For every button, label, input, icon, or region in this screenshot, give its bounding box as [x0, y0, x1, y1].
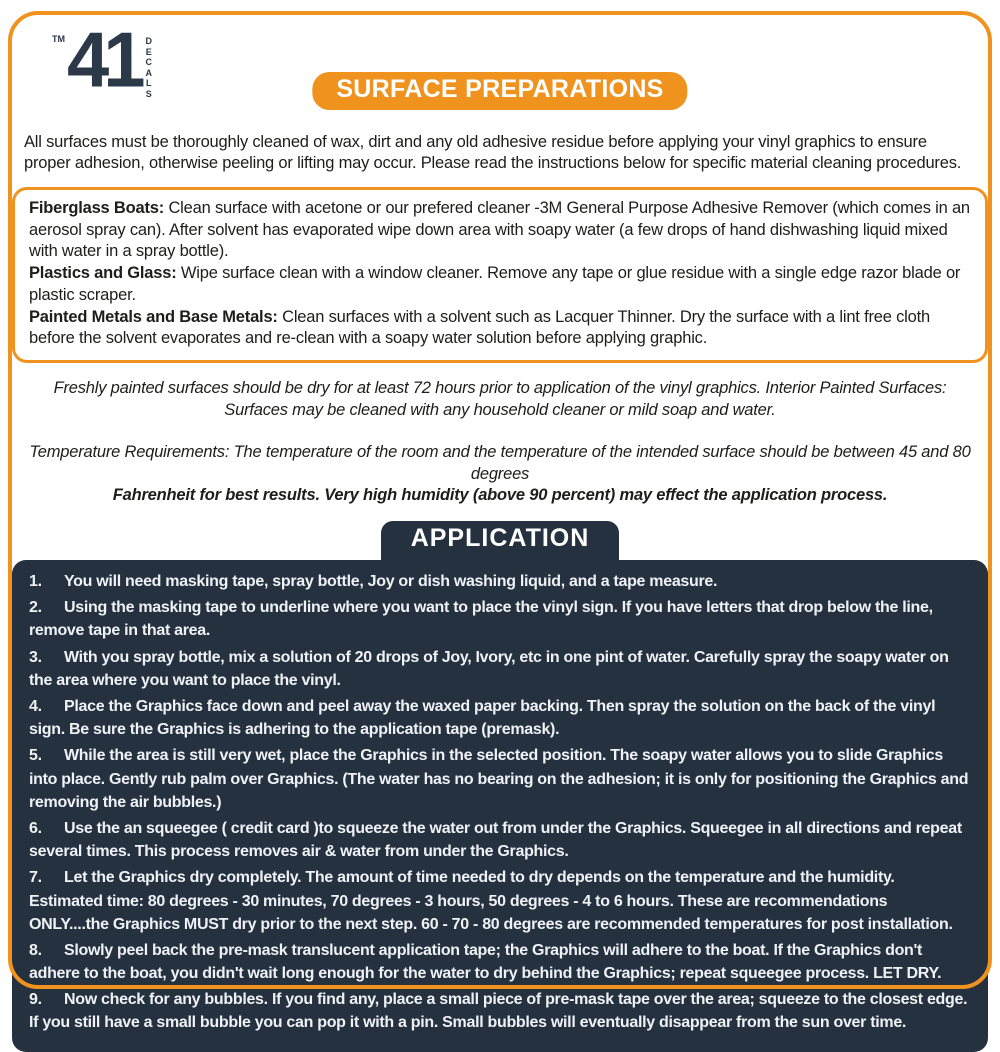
brand-logo: [52, 17, 153, 104]
temperature-note-line1: Temperature Requirements: The temperature of the room and the temperature of the intended surface should be between 45 and 80 degrees: [29, 442, 971, 483]
header-section: [0, 0, 1000, 116]
logo-letter: L: [146, 78, 152, 88]
temperature-requirements-note: [22, 442, 978, 507]
step-text: Using the masking tape to underline where you want to place the vinyl sign. If you have letters that drop below the line, remove tape in that area.: [29, 599, 933, 640]
step-number: 2.: [29, 599, 42, 617]
application-steps-box: [12, 560, 988, 1052]
surface-preparations-title: SURFACE PREPARATIONS: [312, 72, 687, 110]
trademark-symbol: TM: [52, 34, 65, 44]
application-step: [29, 646, 971, 692]
intro-paragraph: All surfaces must be thoroughly cleaned of wax, dirt and any old adhesive residue before applying your vinyl graphics to ensure proper adhesion, otherwise peeling or lifting may occur. Please read the instructions below for specific material cleaning procedures.: [24, 133, 962, 173]
step-text: While the area is still very wet, place the Graphics in the selected position. The soapy water allows you to slide Graphics into place. Gently rub palm over Graphics. (The water has no bearing on the adhesion; it is only for positioning the Graphics and removing the air bubbles.): [29, 747, 969, 811]
logo-letter: C: [145, 57, 153, 67]
logo-letter: A: [145, 67, 153, 78]
logo-letter: S: [145, 88, 152, 99]
application-title: APPLICATION: [381, 521, 620, 560]
step-number: 6.: [29, 819, 42, 837]
step-number: 9.: [29, 991, 42, 1009]
step-number: 1.: [29, 573, 42, 591]
step-number: 7.: [29, 869, 42, 887]
step-number: 5.: [29, 747, 42, 765]
step-text: Now check for any bubbles. If you find any, place a small piece of pre-mask tape over the area; squeeze to the closest edge. If you still have a small bubble you can pop it with a pin. Small bubbles will eventually disappear from the sun over time.: [29, 991, 968, 1032]
step-text: Slowly peel back the pre-mask translucent application tape; the Graphics will adhere to the boat. If the Graphics don't adhere to the boat, you didn't wait long enough for the water to dry behind the Graphics; repeat squeegee process. LET DRY.: [29, 941, 942, 983]
step-text: You will need masking tape, spray bottle, Joy or dish washing liquid, and a tape measure.: [64, 573, 718, 591]
application-step: [29, 817, 971, 863]
logo-letter: D: [145, 36, 153, 46]
step-number: 4.: [29, 698, 42, 715]
prep-item-text: Clean surfaces with a solvent such as Lacquer Thinner. Dry the surface with a lint free cloth before the solvent evaporates and re-clean with a soapy water solution before applying graphic.: [29, 307, 930, 348]
temperature-note-line2: Fahrenheit for best results. Very high humidity (above 90 percent) may effect the application process.: [112, 486, 888, 505]
step-text: With you spray bottle, mix a solution of 20 drops of Joy, Ivory, etc in one pint of water. Carefully spray the soapy water on the area where you want to place the vinyl.: [29, 648, 949, 689]
prep-item-painted-metals: [29, 307, 971, 351]
prep-item-fiberglass: [29, 198, 971, 263]
logo-letter: E: [145, 46, 152, 57]
application-step: [29, 744, 971, 814]
logo-number: 41: [67, 17, 140, 104]
step-text: Place the Graphics face down and peel away the waxed paper backing. Then spray the solution on the back of the vinyl sign. Be sure the Graphics is adhering to the application tape (premask).: [29, 698, 936, 739]
prep-item-text: Wipe surface clean with a window cleaner. Remove any tape or glue residue with a single edge razor blade or plastic scraper.: [29, 264, 961, 304]
step-number: 3.: [29, 648, 42, 666]
application-step: [29, 570, 971, 593]
prep-item-plastics-glass: [29, 263, 971, 307]
application-step: [29, 939, 971, 985]
prep-item-label: Plastics and Glass:: [29, 264, 177, 283]
step-text: Use the an squeegee ( credit card )to squeeze the water out from under the Graphics. Squeegee in all directions and repeat several times. This process removes air & water from under the Graphics.: [29, 819, 962, 861]
application-step: [29, 988, 971, 1034]
painted-surfaces-note: Freshly painted surfaces should be dry for at least 72 hours prior to application of the vinyl graphics. Interior Painted Surfaces: Surfaces may be cleaned with any household cleaner or mild soap and water.: [53, 379, 947, 419]
logo-vertical-text: [146, 36, 153, 99]
prep-item-label: Painted Metals and Base Metals:: [29, 307, 278, 326]
prep-item-text: Clean surface with acetone or our prefered cleaner -3M General Purpose Adhesive Remover (which comes in an aerosol spray can). After solvent has evaporated wipe down area with soapy water (a few drops of hand dishwashing liquid mixed with water in a spray bottle).: [29, 198, 970, 261]
prep-item-label: Fiberglass Boats:: [29, 198, 165, 217]
cleaning-instructions-box: [12, 187, 988, 363]
application-step: [29, 866, 971, 936]
application-step: [29, 695, 971, 741]
step-number: 8.: [29, 941, 42, 959]
application-step: [29, 596, 971, 642]
step-text: Let the Graphics dry completely. The amount of time needed to dry depends on the temperature and the humidity. Estimated time: 80 degrees - 30 minutes, 70 degrees - 3 hours, 50 degrees - 4 to 6 hours. These are recommendations ONLY....the Graphics MUST dry prior to the next step. 60 - 70 - 80 degrees are recommended temperatures for post installation.: [29, 869, 953, 933]
